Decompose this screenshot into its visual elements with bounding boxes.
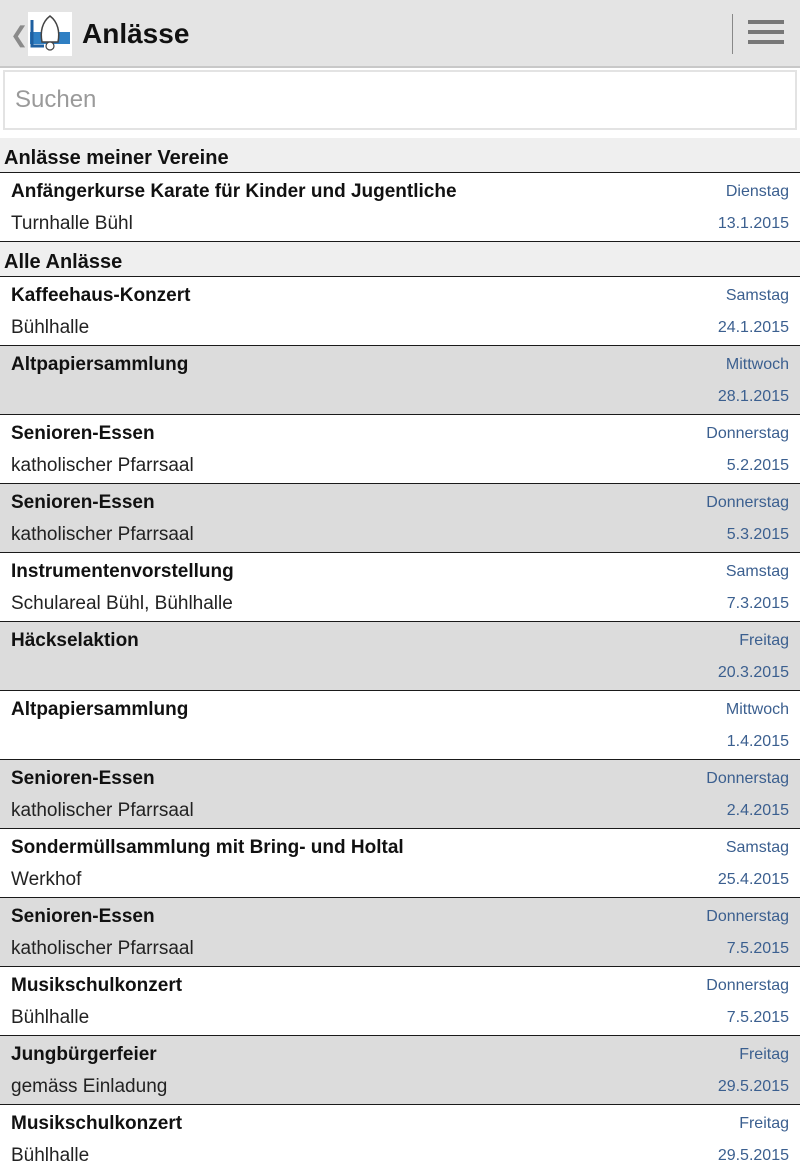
event-location: Bühlhalle xyxy=(11,317,90,338)
event-weekday: Dienstag xyxy=(725,183,789,200)
event-row[interactable] xyxy=(0,829,800,898)
event-date: 20.3.2015 xyxy=(717,664,789,681)
event-date: 24.1.2015 xyxy=(717,319,789,336)
event-location: Turnhalle Bühl xyxy=(11,213,133,234)
event-title: Jungbürgerfeier xyxy=(11,1044,157,1065)
event-weekday: Donnerstag xyxy=(706,977,789,994)
municipality-logo-icon[interactable] xyxy=(28,12,72,56)
hamburger-menu-icon[interactable] xyxy=(748,20,784,48)
event-location: gemäss Einladung xyxy=(11,1076,168,1097)
event-date: 7.3.2015 xyxy=(726,595,789,612)
event-list xyxy=(0,138,800,1170)
event-location: katholischer Pfarrsaal xyxy=(11,938,194,959)
event-date: 1.4.2015 xyxy=(726,733,789,750)
event-row[interactable] xyxy=(0,173,800,242)
event-location: katholischer Pfarrsaal xyxy=(11,455,194,476)
event-date: 25.4.2015 xyxy=(717,871,789,888)
event-weekday: Mittwoch xyxy=(725,356,789,373)
event-weekday: Mittwoch xyxy=(725,701,789,718)
search-box xyxy=(3,70,797,130)
event-weekday: Freitag xyxy=(739,1046,789,1063)
event-date: 13.1.2015 xyxy=(717,215,789,232)
event-weekday: Samstag xyxy=(725,287,789,304)
event-title: Senioren-Essen xyxy=(11,492,155,513)
event-row[interactable] xyxy=(0,415,800,484)
event-location: Werkhof xyxy=(11,869,82,890)
event-location: katholischer Pfarrsaal xyxy=(11,800,194,821)
event-row[interactable] xyxy=(0,346,800,415)
event-row[interactable] xyxy=(0,484,800,553)
event-weekday: Donnerstag xyxy=(706,425,789,442)
event-title: Anfängerkurse Karate für Kinder und Jugentliche xyxy=(11,181,457,202)
event-date: 7.5.2015 xyxy=(726,940,789,957)
event-row[interactable] xyxy=(0,1036,800,1105)
page-title: Anlässe xyxy=(82,18,190,49)
event-row[interactable] xyxy=(0,622,800,691)
event-weekday: Donnerstag xyxy=(706,770,789,787)
event-date: 29.5.2015 xyxy=(717,1147,789,1164)
event-title: Sondermüllsammlung mit Bring- und Holtal xyxy=(11,837,404,858)
event-weekday: Freitag xyxy=(739,632,789,649)
event-row[interactable] xyxy=(0,277,800,346)
event-location: Bühlhalle xyxy=(11,1007,90,1028)
event-location: Schulareal Bühl, Bühlhalle xyxy=(11,593,233,614)
event-weekday: Donnerstag xyxy=(706,494,789,511)
up-navigation-icon[interactable]: ❮ xyxy=(10,22,29,47)
event-weekday: Samstag xyxy=(725,563,789,580)
event-date: 28.1.2015 xyxy=(717,388,789,405)
event-row[interactable] xyxy=(0,898,800,967)
event-row[interactable] xyxy=(0,967,800,1036)
action-bar-divider xyxy=(732,14,733,54)
event-date: 7.5.2015 xyxy=(726,1009,789,1026)
action-bar xyxy=(0,0,800,68)
event-date: 5.2.2015 xyxy=(726,457,789,474)
search-input[interactable] xyxy=(5,72,795,128)
event-row[interactable] xyxy=(0,553,800,622)
event-weekday: Freitag xyxy=(739,1115,789,1132)
event-row[interactable] xyxy=(0,1105,800,1170)
event-title: Kaffeehaus-Konzert xyxy=(11,285,191,306)
section-header: Anlässe meiner Vereine xyxy=(0,138,800,173)
event-title: Senioren-Essen xyxy=(11,423,155,444)
event-title: Senioren-Essen xyxy=(11,906,155,927)
event-row[interactable] xyxy=(0,691,800,760)
event-title: Häckselaktion xyxy=(11,630,139,651)
section-header: Alle Anlässe xyxy=(0,242,800,277)
event-title: Musikschulkonzert xyxy=(11,975,183,996)
event-row[interactable] xyxy=(0,760,800,829)
event-location: katholischer Pfarrsaal xyxy=(11,524,194,545)
event-location: Bühlhalle xyxy=(11,1145,90,1166)
event-date: 5.3.2015 xyxy=(726,526,789,543)
event-title: Senioren-Essen xyxy=(11,768,155,789)
event-title: Altpapiersammlung xyxy=(11,354,189,375)
event-date: 2.4.2015 xyxy=(726,802,789,819)
event-weekday: Samstag xyxy=(725,839,789,856)
event-date: 29.5.2015 xyxy=(717,1078,789,1095)
event-weekday: Donnerstag xyxy=(706,908,789,925)
event-title: Instrumentenvorstellung xyxy=(11,561,234,582)
event-title: Musikschulkonzert xyxy=(11,1113,183,1134)
event-title: Altpapiersammlung xyxy=(11,699,189,720)
